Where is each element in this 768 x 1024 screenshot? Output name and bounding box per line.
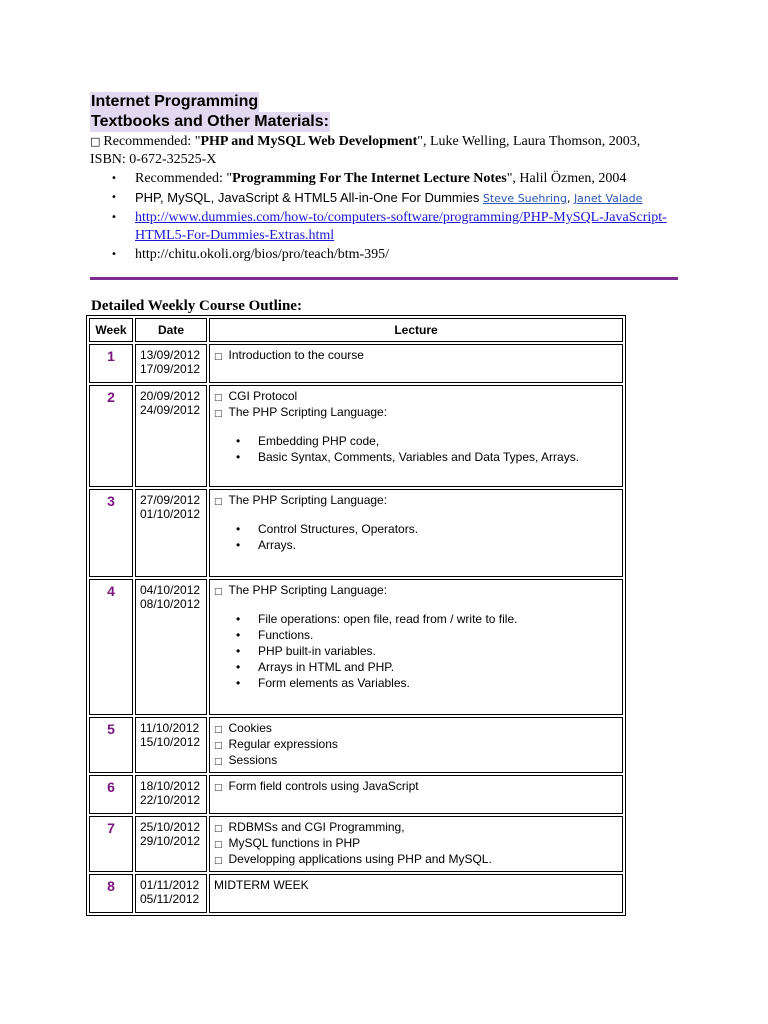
dummies-extras-link[interactable]: http://www.dummies.com/how-to/computers-software/programming/PHP-MySQL-JavaScript-HTML5-For-Dummies-Extras.html	[135, 210, 667, 243]
empty-box-icon: □	[214, 497, 223, 507]
table-row	[89, 816, 623, 872]
rec1-title: PHP and MySQL Web Development	[200, 134, 418, 149]
end-date: 29/10/2012	[140, 834, 201, 848]
lecture-item: □ The PHP Scripting Language:	[214, 493, 388, 507]
empty-box-icon: □	[214, 725, 223, 735]
list-item	[110, 189, 710, 208]
list-item: • Arrays.	[214, 537, 618, 553]
week-number: 3	[89, 489, 133, 577]
lecture-item: □ RDBMSs and CGI Programming,	[214, 820, 405, 834]
author-link-valade[interactable]: Janet Valade	[573, 192, 643, 205]
lecture-item: □ The PHP Scripting Language:	[214, 405, 388, 419]
outline-heading: Detailed Weekly Course Outline:	[91, 298, 302, 314]
start-date: 13/09/2012	[140, 348, 201, 362]
rec2-details: ", Halil Özmen, 2004	[506, 171, 627, 186]
table-row	[89, 775, 623, 814]
empty-box-icon: □	[214, 783, 223, 793]
rec1-details: ", Luke Welling, Laura Thomson, 2003, ISBN: 0-672-32525-X	[90, 134, 641, 167]
lecture-item: □ Developping applications using PHP and MySQL.	[214, 852, 492, 866]
week-number: 8	[89, 874, 133, 913]
lecture-item: □ The PHP Scripting Language:	[214, 583, 388, 597]
date-cell	[135, 344, 207, 383]
table-row	[89, 489, 623, 577]
table-row	[89, 579, 623, 715]
table-row	[89, 717, 623, 773]
end-date: 24/09/2012	[140, 403, 201, 417]
empty-box-icon: □	[90, 135, 101, 148]
author-link-suehring[interactable]: Steve Suehring	[482, 192, 567, 205]
date-cell	[135, 489, 207, 577]
week-number: 2	[89, 385, 133, 487]
column-header-lecture: Lecture	[209, 318, 623, 342]
table-row	[89, 874, 623, 913]
rec2-title: Programming For The Internet Lecture Notes	[232, 171, 507, 186]
empty-box-icon: □	[214, 757, 223, 767]
table-row	[89, 385, 623, 487]
start-date: 27/09/2012	[140, 493, 201, 507]
materials-list	[110, 170, 710, 265]
start-date: 04/10/2012	[140, 583, 201, 597]
date-cell	[135, 717, 207, 773]
lecture-cell	[209, 775, 623, 814]
date-cell	[135, 874, 207, 913]
rec2-prefix: Recommended: "	[135, 171, 233, 186]
bullet-icon: •	[111, 212, 117, 223]
list-item: • Embedding PHP code,	[214, 433, 618, 449]
lecture-subtopics	[214, 433, 618, 465]
empty-box-icon: □	[214, 393, 223, 403]
list-item: • PHP built-in variables.	[214, 643, 618, 659]
section-divider	[90, 277, 678, 280]
list-item	[110, 170, 710, 188]
lecture-cell	[209, 874, 623, 913]
empty-box-icon: □	[214, 409, 223, 419]
date-cell	[135, 775, 207, 814]
list-item	[110, 246, 710, 264]
start-date: 25/10/2012	[140, 820, 201, 834]
date-cell	[135, 816, 207, 872]
week-number: 5	[89, 717, 133, 773]
lecture-item: □ Sessions	[214, 753, 278, 767]
end-date: 22/10/2012	[140, 793, 201, 807]
start-date: 01/11/2012	[140, 878, 200, 892]
page-title: Internet Programming	[91, 93, 259, 110]
empty-box-icon: □	[214, 856, 223, 866]
lecture-cell	[209, 816, 623, 872]
list-item: • Control Structures, Operators.	[214, 521, 618, 537]
column-header-week: Week	[89, 318, 133, 342]
lecture-cell	[209, 385, 623, 487]
start-date: 20/09/2012	[140, 389, 201, 403]
lecture-item: □ MySQL functions in PHP	[214, 836, 361, 850]
week-number: 7	[89, 816, 133, 872]
bullet-icon: •	[111, 249, 117, 260]
lecture-item: □ Form field controls using JavaScript	[214, 779, 419, 793]
lecture-subtopics	[214, 521, 618, 553]
table-header-row	[89, 318, 623, 342]
lecture-item: □ CGI Protocol	[214, 389, 298, 403]
title-block	[90, 92, 330, 132]
lecture-item: □ Cookies	[214, 721, 272, 735]
okoli-course-url: http://chitu.okoli.org/bios/pro/teach/btm-395/	[135, 247, 390, 262]
start-date: 18/10/2012	[140, 779, 201, 793]
list-item: • Arrays in HTML and PHP.	[214, 659, 618, 675]
lecture-subtopics	[214, 611, 618, 691]
list-item: • Basic Syntax, Comments, Variables and Data Types, Arrays.	[214, 449, 618, 465]
list-item: • Form elements as Variables.	[214, 675, 618, 691]
list-item	[110, 209, 710, 245]
list-item: • File operations: open file, read from / write to file.	[214, 611, 618, 627]
date-cell	[135, 385, 207, 487]
materials-heading: Textbooks and Other Materials:	[91, 113, 329, 130]
author-separator: ,	[566, 192, 574, 205]
lecture-item: □ Regular expressions	[214, 737, 338, 751]
date-cell	[135, 579, 207, 715]
week-number: 1	[89, 344, 133, 383]
midterm-label: MIDTERM WEEK	[214, 878, 309, 892]
empty-box-icon: □	[214, 840, 223, 850]
lecture-cell	[209, 489, 623, 577]
end-date: 08/10/2012	[140, 597, 201, 611]
end-date: 05/11/2012	[140, 892, 200, 906]
recommended-book-1	[90, 133, 670, 169]
lecture-cell	[209, 717, 623, 773]
column-header-date: Date	[135, 318, 207, 342]
course-outline-table	[86, 315, 626, 916]
start-date: 11/10/2012	[140, 721, 200, 735]
empty-box-icon: □	[214, 824, 223, 834]
end-date: 01/10/2012	[140, 507, 201, 521]
list-item: • Functions.	[214, 627, 618, 643]
week-number: 6	[89, 775, 133, 814]
end-date: 15/10/2012	[140, 735, 201, 749]
bullet-icon: •	[111, 173, 117, 184]
empty-box-icon: □	[214, 741, 223, 751]
rec1-prefix: Recommended: "	[103, 134, 201, 149]
end-date: 17/09/2012	[140, 362, 201, 376]
lecture-item: □ Introduction to the course	[214, 348, 364, 362]
table-row	[89, 344, 623, 383]
empty-box-icon: □	[214, 352, 223, 362]
book3-title: PHP, MySQL, JavaScript & HTML5 All-in-One For Dummies	[135, 190, 480, 205]
bullet-icon: •	[111, 192, 117, 203]
lecture-cell	[209, 344, 623, 383]
empty-box-icon: □	[214, 587, 223, 597]
lecture-cell	[209, 579, 623, 715]
week-number: 4	[89, 579, 133, 715]
